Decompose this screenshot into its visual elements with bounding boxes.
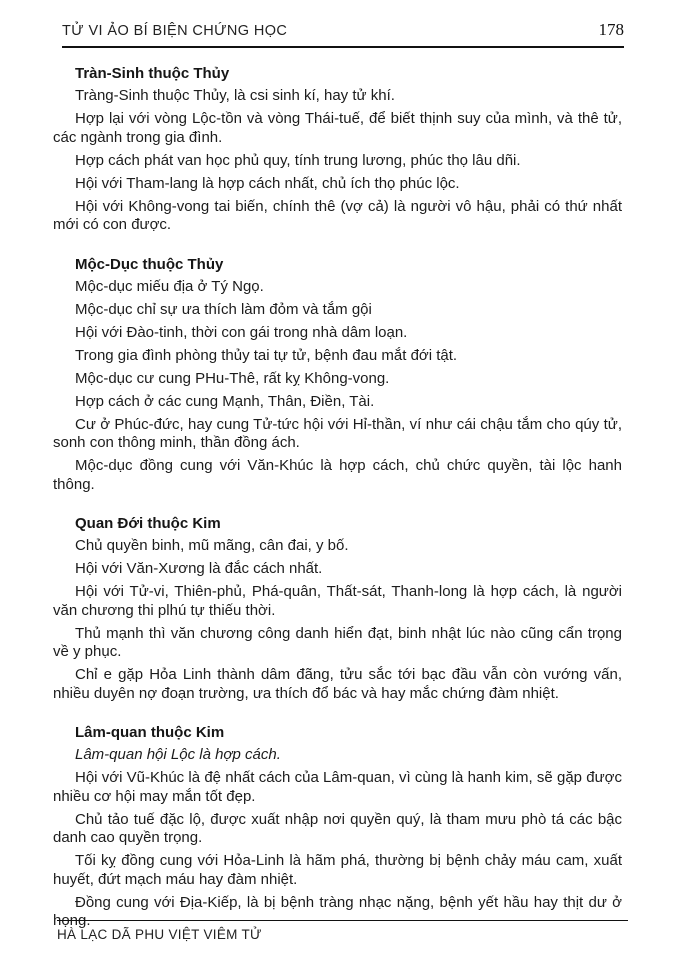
paragraph: Tràng-Sinh thuộc Thủy, là csi sinh kí, hay tử khí.	[75, 87, 395, 104]
paragraph: Lâm-quan hội Lộc là hợp cách.	[75, 746, 281, 763]
paragraph: Mộc-dục miếu địa ở Tý Ngọ.	[75, 277, 264, 295]
paragraph: Hợp cách phát van học phủ quy, tính trung lương, phúc thọ lâu dñi.	[75, 151, 521, 169]
paragraph: Mộc-dục đồng cung với Văn-Khúc là hợp cách, chủ chức quyền, tài lộc hanh thông.	[53, 457, 622, 493]
paragraph: Mộc-dục chỉ sự ưa thích làm đỏm và tắm gội	[75, 300, 372, 318]
page-footer	[57, 920, 628, 944]
page-header	[62, 20, 624, 48]
paragraph: Hội với Đào-tinh, thời con gái trong nhà dâm loạn.	[75, 323, 408, 341]
paragraph: Mộc-dục cư cung PHu-Thê, rất kỵ Không-vong.	[75, 369, 390, 387]
section-quan-doi	[53, 514, 622, 703]
paragraph: Đồng cung với Địa-Kiếp, là bị bệnh tràng nhạc nặng, bệnh yết hầu hay thịt dư ở họng.	[53, 893, 622, 929]
page-content	[53, 58, 622, 935]
paragraph: Chủ tảo tuế đặc lộ, được xuất nhập nơi quyền quý, là tham mưu phò tá các bậc danh cao quyền trọng.	[53, 810, 622, 846]
page-number: 178	[598, 20, 624, 39]
section-heading: Quan Đới thuộc Kim	[75, 515, 221, 532]
paragraph: Thủ mạnh thì văn chương công danh hiển đạt, binh nhật lúc nào cũng cẩn trọng về y phục.	[53, 624, 622, 660]
section-heading: Mộc-Dục thuộc Thủy	[75, 255, 224, 273]
section-trang-sinh	[53, 64, 622, 235]
paragraph: Hội với Tử-vi, Thiên-phủ, Phá-quân, Thất-sát, Thanh-long là hợp cách, là người văn chương thi plhú tự thiếu thời.	[53, 583, 622, 619]
paragraph: Hội với Vũ-Khúc là đệ nhất cách của Lâm-quan, vì cùng là hanh kim, sẽ gặp được nhiều cơ hội may mắn tốt đẹp.	[53, 769, 622, 805]
paragraph: Trong gia đình phòng thủy tai tự tử, bệnh đau mắt đới tật.	[75, 346, 458, 364]
section-heading: Lâm-quan thuộc Kim	[75, 724, 225, 741]
paragraph: Chủ quyền binh, mũ mãng, cân đai, y bố.	[75, 537, 349, 554]
footer-text: HÀ LẠC DÃ PHU VIỆT VIÊM TỬ	[57, 927, 262, 942]
paragraph: Hợp cách ở các cung Mạnh, Thân, Điền, Tài.	[75, 392, 375, 410]
paragraph: Hợp lại với vòng Lộc-tồn và vòng Thái-tuế, để biết thịnh suy của mình, và thê tử, các ngành trong gia đình.	[53, 110, 622, 146]
section-moc-duc	[53, 255, 622, 495]
paragraph: Hội với Tham-lang là hợp cách nhất, chủ ích thọ phúc lộc.	[75, 174, 460, 192]
paragraph: Tối kỵ đồng cung với Hỏa-Linh là hãm phá, thường bị bệnh chảy máu cam, xuất huyết, đứt mạch máu hay đàm nhiệt.	[53, 852, 622, 888]
paragraph: Cư ở Phúc-đức, hay cung Tử-tức hội với Hỉ-thần, ví như cái chậu tắm cho qúy tử, sonh con thông minh, thần đồng ách.	[53, 415, 622, 451]
paragraph: Hội với Không-vong tai biến, chính thê (vợ cả) là người vô hậu, phải có thứ nhất mới có con được.	[53, 197, 622, 233]
paragraph: Hội với Văn-Xương là đắc cách nhất.	[75, 560, 323, 577]
section-heading: Tràn-Sinh thuộc Thủy	[75, 65, 230, 82]
paragraph: Chỉ e gặp Hỏa Linh thành dâm đãng, tửu sắc tới bạc đầu vẫn còn vướng vấn, nhiều duyên nợ đoạn trường, ưa thích đổ bác và hay mắc chứng đàm nhiệt.	[53, 666, 622, 702]
running-title: TỬ VI ẢO BÍ BIỆN CHỨNG HỌC	[62, 23, 288, 39]
section-lam-quan	[53, 723, 622, 931]
